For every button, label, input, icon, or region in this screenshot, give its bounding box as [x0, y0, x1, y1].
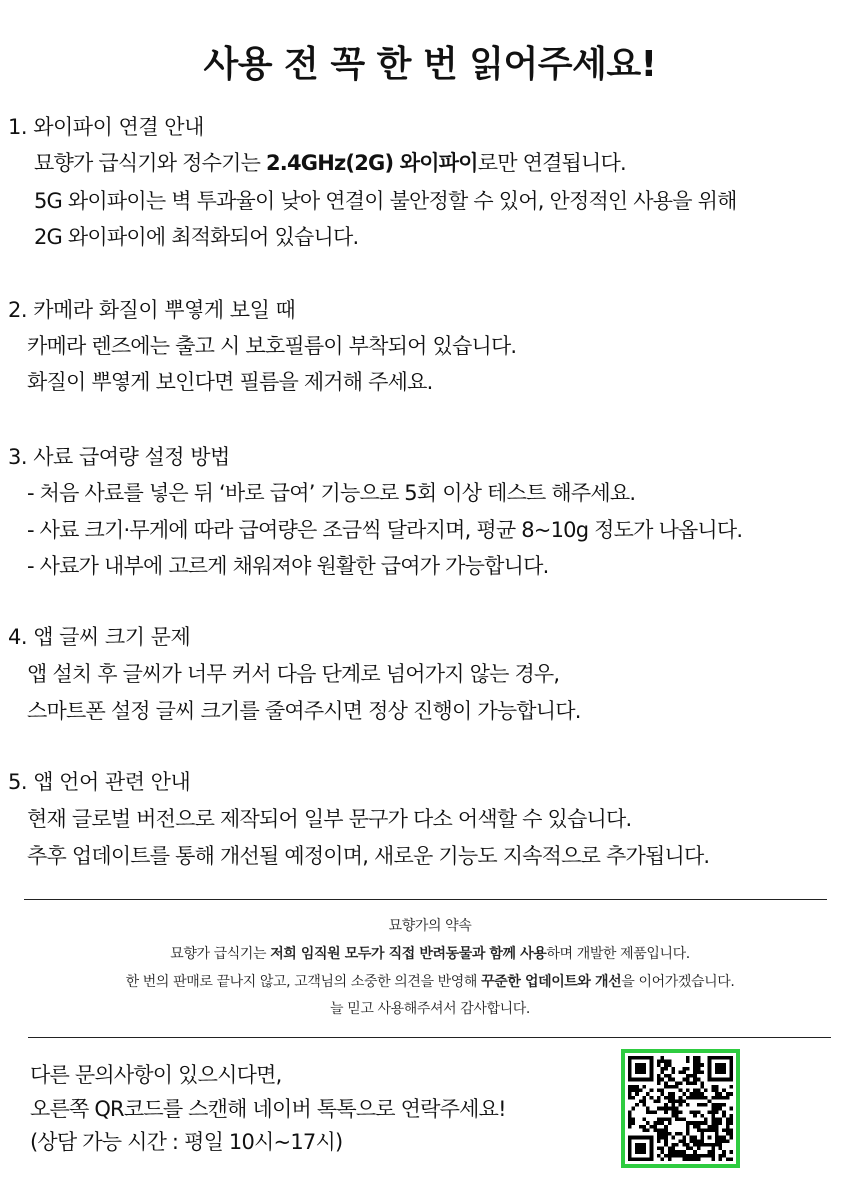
promise-emphasis: 꾸준한 업데이트와 개선 [481, 974, 622, 990]
line-text: 스마트폰 설정 글씨 크기를 줄여주시면 정상 진행이 가능합니다. [27, 699, 581, 723]
section-line [34, 148, 626, 178]
line-text: 추후 업데이트를 통해 개선될 예정이며, 새로운 기능도 지속적으로 추가됩니다. [27, 844, 710, 868]
promise-line [0, 942, 860, 967]
line-text: - 사료 크기·무게에 따라 급여량은 조금씩 달라지며, 평균 8~10g 정도가 나옵니다. [27, 518, 743, 542]
qr-code[interactable] [621, 1049, 740, 1168]
page-title: 사용 전 꼭 한 번 읽어주세요! [203, 44, 657, 85]
line-text: 카메라 렌즈에는 출고 시 보호필름이 부착되어 있습니다. [27, 334, 517, 358]
promise-closing: 늘 믿고 사용해주셔서 감사합니다. [330, 1001, 530, 1017]
promise-text: 한 번의 판매로 끝나지 않고, 고객님의 소중한 의견을 반영해 [125, 974, 482, 990]
section-line [27, 551, 548, 581]
section-line [27, 331, 516, 361]
section-line [27, 478, 635, 508]
section-heading: 4. 앱 글씨 크기 문제 [8, 625, 191, 649]
section-line [27, 696, 581, 726]
qr-code-icon [628, 1056, 733, 1161]
promise-text: 하며 개발한 제품입니다. [546, 946, 690, 962]
section-heading: 3. 사료 급여량 설정 방법 [8, 445, 230, 469]
line-text: 5G 와이파이는 벽 투과율이 낮아 연결이 불안정할 수 있어, 안정적인 사용을 위해 [34, 189, 737, 213]
section-line [27, 367, 433, 397]
divider [28, 1037, 831, 1038]
line-text: 묘향가 급식기와 정수기는 [34, 151, 266, 175]
line-text: - 처음 사료를 넣은 뒤 ‘바로 급여’ 기능으로 5회 이상 테스트 해주세요. [27, 481, 636, 505]
section-line [27, 515, 742, 545]
section-line [34, 222, 358, 252]
section-line [27, 659, 559, 689]
promise-title: 묘향가의 약속 [388, 918, 472, 934]
line-text: 2G 와이파이에 최적화되어 있습니다. [34, 225, 359, 249]
section-line [27, 841, 709, 871]
section-heading: 1. 와이파이 연결 안내 [8, 115, 204, 139]
line-text: 화질이 뿌옇게 보인다면 필름을 제거해 주세요. [27, 370, 433, 394]
line-text: - 사료가 내부에 고르게 채워져야 원활한 급여가 가능합니다. [27, 554, 549, 578]
promise-text: 묘향가 급식기는 [170, 946, 271, 962]
line-text: 현재 글로벌 버전으로 제작되어 일부 문구가 다소 어색할 수 있습니다. [27, 807, 632, 831]
divider [24, 899, 827, 900]
line-text: 앱 설치 후 글씨가 너무 커서 다음 단계로 넘어가지 않는 경우, [27, 662, 560, 686]
contact-hours: (상담 가능 시간 : 평일 10시~17시) [30, 1130, 343, 1154]
promise-emphasis: 저희 임직원 모두가 직접 반려동물과 함께 사용 [270, 946, 547, 962]
line-emphasis: 2.4GHz(2G) 와이파이 [265, 151, 478, 175]
promise-line [0, 970, 860, 995]
contact-line: 다른 문의사항이 있으시다면, [30, 1063, 282, 1087]
section-line [27, 804, 631, 834]
contact-line: 오른쪽 QR코드를 스캔해 네이버 톡톡으로 연락주세요! [30, 1097, 506, 1121]
line-text: 로만 연결됩니다. [477, 151, 626, 175]
section-heading: 5. 앱 언어 관련 안내 [8, 770, 191, 794]
promise-text: 을 이어가겠습니다. [621, 974, 735, 990]
promise-block [0, 914, 860, 1024]
section-heading: 2. 카메라 화질이 뿌옇게 보일 때 [8, 298, 296, 322]
section-line [34, 186, 737, 216]
